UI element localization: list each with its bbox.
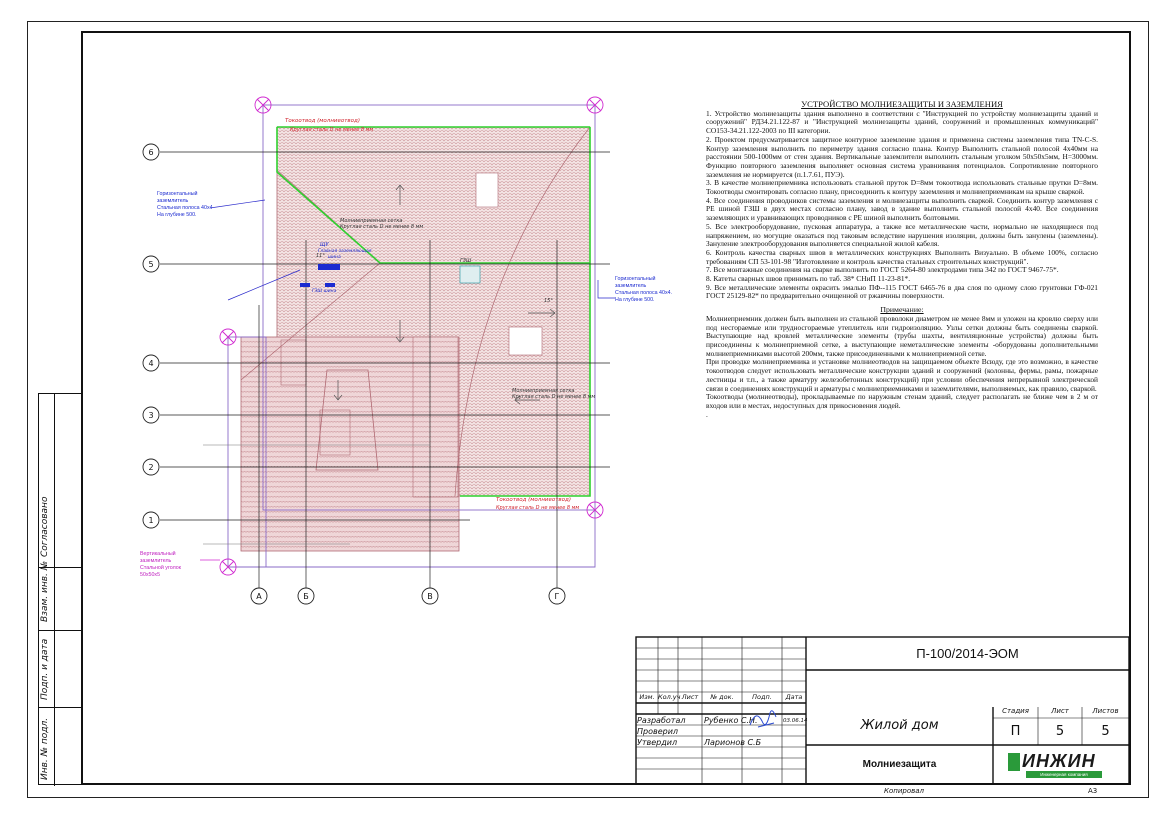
name-developer: Рубенко С.Н. — [704, 716, 758, 725]
copied-label: Копировал — [884, 787, 924, 795]
vert-ground-1: Вертикальный — [140, 551, 176, 557]
sign-date-label: Подп. и дата — [40, 638, 50, 700]
remark-3: Токоотводы (молниеотводы), прокладываемые по наружным стенам зданий, следует располагать не ближе чем в 2 м от входов или в местах, недоступных для прикосновения людей. — [706, 392, 1098, 410]
notes-block — [706, 100, 1098, 419]
hdr-list: Лист — [681, 693, 699, 701]
blue-small-2: Главная заземляющая — [318, 249, 372, 254]
role-checker: Проверил — [637, 727, 679, 736]
hdr-koluch: Кол.уч — [658, 693, 681, 701]
axis-row-3: 3 — [148, 411, 154, 420]
right-ground-3: Стальная полоса 40х4. — [615, 290, 673, 296]
sheets-header: Листов — [1092, 707, 1119, 715]
title-block — [636, 637, 1129, 784]
right-ground-2: заземлитель — [615, 283, 647, 289]
axis-row-2: 2 — [148, 463, 154, 472]
logo-mark-icon — [1008, 753, 1020, 771]
slope-b: 15° — [544, 298, 553, 304]
logo-subtitle: Инженерная компания — [1026, 771, 1102, 778]
callout-mesh-2: Круглая сталь D не менее 8 мм — [340, 224, 424, 230]
axis-row-4: 4 — [148, 359, 154, 368]
stage-value: П — [1010, 724, 1021, 739]
axis-col-v: В — [427, 592, 433, 601]
inv-orig-label: Инв. № подл. — [40, 717, 50, 780]
axis-col-g: Г — [554, 592, 560, 601]
axis-row-1: 1 — [148, 516, 154, 525]
callout-mesh-3: Молниеприемная сетка — [512, 388, 575, 394]
axis-col-b: Б — [303, 592, 309, 601]
agreed-label: Согласовано — [40, 496, 50, 557]
note-p3: 3. В качестве молниеприемника использовать стальной пруток D=8мм токоотвода использовать стальные прутки D=8мм. Токоотводы смонтировать согласно плану, присоединить к контуру заземления и молниеприемникам на крыше сваркой. — [706, 178, 1098, 197]
axis-row-5: 5 — [148, 260, 154, 269]
hdr-podp: Подп. — [752, 693, 772, 701]
callout-mesh-4: Круглая сталь D не менее 8 мм — [512, 394, 596, 400]
logo-text: ИНЖИН — [1022, 751, 1096, 771]
blue-small-1: ЩУ — [320, 242, 329, 248]
sheets-value: 5 — [1101, 724, 1110, 739]
remark-2: При проводке молниеприемника и установке молниеотводов на защищаемом объекте Всюду, где это возможно, в качестве токоотводов следует использовать металлические конструкции зданий и сооружений (колонны, фермы, рамы, пожарные лестницы и т.п., а также арматуру железобетонных конструкций) при условии обеспечения непрерывной электрической связи в соединениях конструкций и арматуры с молниеприемниками и заземлителями, выполняемых, как правило, сваркой. — [706, 357, 1098, 393]
note-p1: 1. Устройство молниезащиты здания выполнено в соответствии с "Инструкцией по устройству молниезащиты зданий и сооружений" РД34.21.122-87 и "Инструкцией молниезащиты зданий, сооружений и промышленных коммуникаций" СО153-34.21.122-2003 по III категории. — [706, 108, 1098, 136]
gzsh-label: ГЗШ — [460, 258, 472, 264]
axis-col-a: А — [256, 592, 262, 601]
sheet-header: Лист — [1051, 707, 1069, 715]
vert-ground-2: заземлитель — [140, 558, 172, 564]
axis-row-6: 6 — [148, 148, 154, 157]
object-name: Жилой дом — [860, 718, 939, 733]
roof-plan-drawing — [0, 0, 700, 640]
hdr-ndok: № док. — [710, 693, 734, 701]
sheet-value: 5 — [1055, 724, 1065, 739]
left-ground-4: На глубине 500. — [157, 212, 197, 218]
company-logo — [1008, 749, 1104, 781]
callout-bottom-red2: Круглая сталь D не менее 8 мм — [496, 505, 580, 511]
callout-top-red2: Круглая сталь D не менее 8 мм — [290, 127, 374, 133]
drawing-code: П-100/2014-ЭОМ — [916, 646, 1019, 661]
note-p2: 2. Проектом предусматривается защитное контурное заземление здания и применена системы заземления типа TN-C-S. Контур заземления выполнить по периметру здания согласно плана. Контур Выполнить стальной полосой 4х40мм на расстоянии 500-1000мм от стен здания. Вертикальные заземлители выполнить стальным уголком 50х50х5мм, Н=3000мм. Функцию повторного заземления выполняет основная система уравнивания потенциалов. Сопротивление повторного заземления не нормируется (п.1.7.61, ПУЭ). — [706, 134, 1098, 179]
role-approver: Утвердил — [637, 738, 678, 747]
hdr-izm: Изм. — [639, 693, 655, 701]
date-developer: 03.06.14 — [783, 718, 808, 724]
callout-bottom-red: Токоотвод (молниеотвод) — [496, 497, 571, 503]
format-label: А3 — [1088, 787, 1098, 795]
note-p5: 5. Все электрооборудование, пусковая аппаратура, а также все металлические части, нормально не находящиеся под напряжением, но могущие оказаться под таковым вследствие нарушения изоляции, должны быть занулены (заземлены). Зануление электрооборудования выполняется специальной жилой кабеля. — [706, 221, 1098, 249]
remark-4: . — [706, 409, 708, 419]
vert-ground-4: 50х50х5 — [140, 572, 161, 578]
note-p9: 9. Все металлические элементы окрасить эмалью ПФ--115 ГОСТ 6465-76 в два слоя по одному слою грунтовки ГФ-021 ГОСТ 25129-82* по предварительно очищенной от ржавчины поверхности. — [706, 282, 1098, 301]
remark-1: Молниеприемник должен быть выполнен из стальной проволоки диаметром не менее 8мм и уложен на кровлю сверху или под несгораемые или трудносгораемые утеплитель или гидроизоляцию. Узлы сетки должны быть соединены сваркой. Выступающие над кровлей металлические элементы (трубы шахты, вентиляционные устройства) должны быть присоединены к молниеприемной сетке, а выступающие неметаллические элементы -оборудованы дополнительными молниеприемниками высотой 200мм, также присоединенными к молниеприемной сетке. — [706, 313, 1098, 358]
callout-top-red: Токоотвод (молниеотвод) — [285, 118, 360, 124]
callout-mesh-1: Молниеприемная сетка — [340, 218, 403, 224]
note-p4: 4. Все соединения проводников системы заземления и молниезащиты выполнить сваркой. Соединить контур заземления с РЕ шиной ГЗШ в двух местах согласно плану, завод в здание выполнить стальной полосой 4х40. Все соединения заземляющих и уравнивающих проводников с РЕ шиной выполнить болтовыми. — [706, 195, 1098, 223]
vert-ground-3: Стальной уголок — [140, 565, 181, 571]
left-ground-1: Горизонтальный — [157, 191, 198, 197]
slope-a: 11° — [316, 253, 325, 259]
note-p8: 8. Катеты сварных швов принимать по таб. 38* СНиП 11-23-81*. — [706, 274, 911, 284]
notes-title: УСТРОЙСТВО МОЛНИЕЗАЩИТЫ И ЗАЗЕМЛЕНИЯ — [801, 99, 1003, 109]
inv-replace-label: Взам. инв. № — [40, 560, 50, 622]
name-approver: Ларионов С.Б — [704, 738, 762, 747]
note-p7: 7. Все монтажные соединения на сварке выполнить по ГОСТ 5264-80 электродами типа 342 по ГОСТ 9467-75*. — [706, 265, 1059, 275]
right-ground-1: Горизонтальный — [615, 276, 656, 282]
blue-small-5: ГЗШ шина — [312, 289, 337, 294]
remark-title: Примечание: — [880, 305, 924, 315]
blue-small-3: шина — [328, 255, 341, 260]
right-ground-4: На глубине 500. — [615, 297, 655, 303]
hdr-data: Дата — [785, 693, 803, 701]
drawing-title: Молниезащита — [862, 759, 937, 770]
left-ground-2: заземлитель — [157, 198, 189, 204]
role-developer: Разработал — [637, 716, 686, 725]
note-p6: 6. Контроль качества сварных швов в металлических конструкциях Выполнить Визуально. В объеме 100%, согласно требованиям СП 53-101-98 "Изготовление и контроль качества стальных строительных конструкций". — [706, 247, 1098, 266]
signature-mark — [746, 707, 782, 735]
left-ground-3: Стальная полоса 40х4 — [157, 205, 213, 211]
stage-header: Стадия — [1002, 707, 1029, 715]
